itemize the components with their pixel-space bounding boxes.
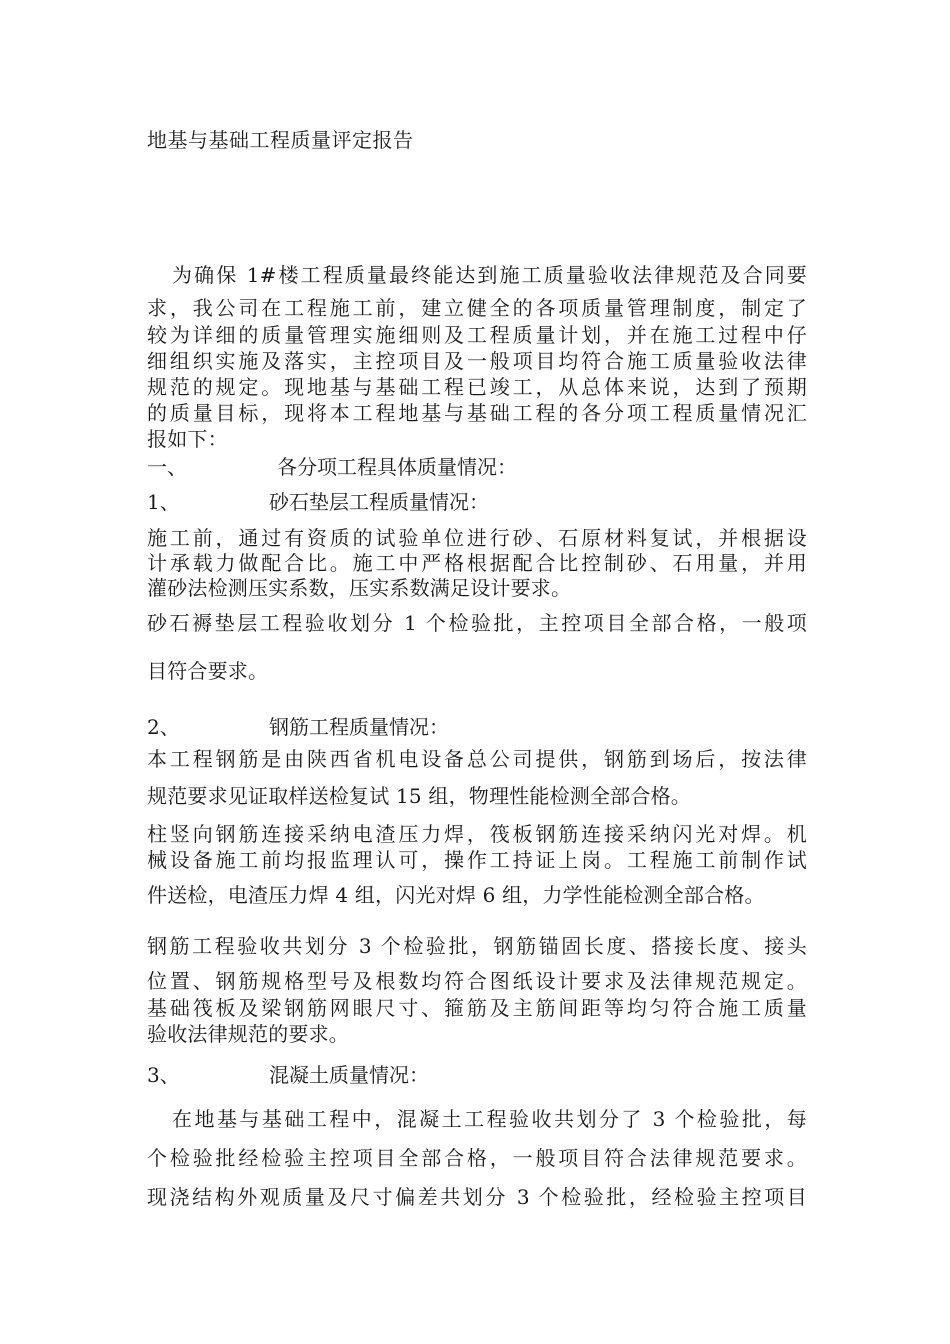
paragraph-line: 位置、钢筋规格型号及根数均符合图纸设计要求及法律规范规定。 bbox=[147, 969, 807, 993]
subsection-number: 1、 bbox=[147, 490, 180, 514]
paragraph-line: 个检验批经检验主控项目全部合格，一般项目符合法律规范要求。 bbox=[147, 1146, 807, 1170]
intro-line: 规范的规定。现地基与基础工程已竣工，从总体来说，达到了预期 bbox=[147, 375, 807, 399]
intro-line: 报如下： bbox=[147, 427, 228, 451]
paragraph-line: 钢筋工程验收共划分 3 个检验批，钢筋锚固长度、搭接长度、接头 bbox=[147, 934, 807, 958]
section-title: 各分项工程具体质量情况： bbox=[277, 455, 517, 479]
subsection-title: 钢筋工程质量情况： bbox=[269, 715, 449, 739]
intro-line: 为确保 1#楼工程质量最终能达到施工质量验收法律规范及合同要 bbox=[172, 263, 807, 287]
intro-line: 求，我公司在工程施工前，建立健全的各项质量管理制度，制定了 bbox=[147, 296, 807, 320]
paragraph-line: 件送检，电渣压力焊 4 组，闪光对焊 6 组，力学性能检测全部合格。 bbox=[147, 883, 765, 907]
subsection-title: 砂石垫层工程质量情况： bbox=[269, 490, 489, 514]
paragraph-line: 柱竖向钢筋连接采纳电渣压力焊，筏板钢筋连接采纳闪光对焊。机 bbox=[147, 822, 807, 846]
paragraph-line: 施工前，通过有资质的试验单位进行砂、石原材料复试，并根据设 bbox=[147, 526, 807, 550]
paragraph-line: 基础筏板及梁钢筋网眼尺寸、箍筋及主筋间距等均匀符合施工质量 bbox=[147, 996, 807, 1020]
paragraph-line: 现浇结构外观质量及尺寸偏差共划分 3 个检验批，经检验主控项目 bbox=[147, 1185, 807, 1209]
section-number: 一、 bbox=[147, 455, 187, 479]
paragraph-line: 械设备施工前均报监理认可，操作工持证上岗。工程施工前制作试 bbox=[147, 848, 807, 872]
paragraph-line: 本工程钢筋是由陕西省机电设备总公司提供，钢筋到场后，按法律 bbox=[147, 747, 807, 771]
intro-line: 的质量目标，现将本工程地基与基础工程的各分项工程质量情况汇 bbox=[147, 401, 807, 425]
subsection-number: 2、 bbox=[147, 715, 180, 739]
paragraph-line: 验收法律规范的要求。 bbox=[147, 1022, 349, 1046]
subsection-title: 混凝土质量情况： bbox=[269, 1063, 429, 1087]
intro-line: 较为详细的质量管理实施细则及工程质量计划，并在施工过程中仔 bbox=[147, 323, 807, 347]
paragraph-line: 规范要求见证取样送检复试 15 组，物理性能检测全部合格。 bbox=[147, 784, 691, 808]
paragraph-line: 灌砂法检测压实系数，压实系数满足设计要求。 bbox=[147, 576, 572, 600]
intro-line: 细组织实施及落实，主控项目及一般项目均符合施工质量验收法律 bbox=[147, 349, 807, 373]
document-title: 地基与基础工程质量评定报告 bbox=[147, 128, 414, 152]
paragraph-line: 计承载力做配合比。施工中严格根据配合比控制砂、石用量，并用 bbox=[147, 551, 807, 575]
paragraph-line: 砂石褥垫层工程验收划分 1 个检验批，主控项目全部合格，一般项 bbox=[147, 611, 807, 635]
paragraph-line: 在地基与基础工程中，混凝土工程验收共划分了 3 个检验批，每 bbox=[172, 1107, 807, 1131]
subsection-number: 3、 bbox=[147, 1063, 180, 1087]
paragraph-line: 目符合要求。 bbox=[147, 659, 269, 683]
